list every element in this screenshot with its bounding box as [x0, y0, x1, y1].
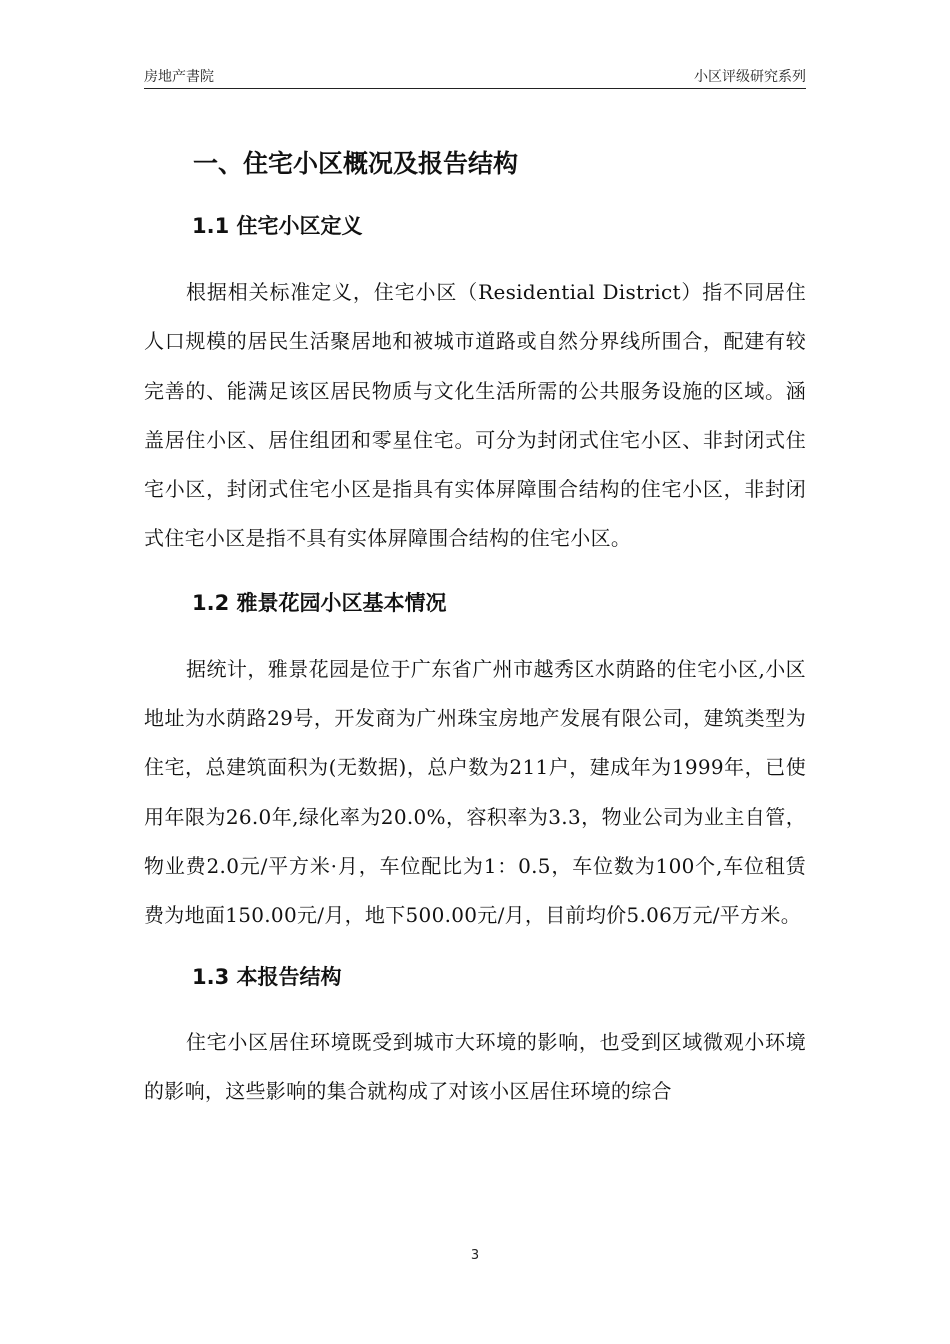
section-paragraph-1-3: 住宅小区居住环境既受到城市大环境的影响，也受到区域微观小环境的影响，这些影响的集合就构成了对该小区居住环境的综合: [144, 1029, 806, 1103]
chapter-title: 一、住宅小区概况及报告结构: [193, 149, 519, 178]
page-header: [144, 66, 806, 89]
section-title-1-3: 1.3 本报告结构: [192, 964, 342, 989]
page-content: [144, 140, 806, 1116]
section-title-1-1: 1.1 住宅小区定义: [192, 214, 363, 238]
header-publisher: 房地产書院: [144, 69, 214, 85]
section-paragraph-1-1: 根据相关标准定义，住宅小区（Residential District）指不同居住人口规模的居民生活聚居地和被城市道路或自然分界线所围合，配建有较完善的、能满足该区居民物质与文化生活所需的公共服务设施的区域。涵盖居住小区、居住组团和零星住宅。可分为封闭式住宅小区、非封闭式住宅小区，封闭式住宅小区是指具有实体屏障围合结构的住宅小区，非封闭式住宅小区是指不具有实体屏障围合结构的住宅小区。: [144, 280, 806, 551]
page-number: 3: [470, 1248, 480, 1263]
section-paragraph-1-2: 据统计，雅景花园是位于广东省广州市越秀区水荫路的住宅小区,小区地址为水荫路29号，开发商为广州珠宝房地产发展有限公司，建筑类型为住宅，总建筑面积为(无数据)，总户数为211户，建成年为1999年，已使用年限为26.0年,绿化率为20.0%，容积率为3.3，物业公司为业主自管，物业费2.0元/平方米·月，车位配比为1：0.5，车位数为100个,车位租赁费为地面150.00元/月，地下500.00元/月，目前均价5.06万元/平方米。: [144, 656, 806, 928]
section-title-1-2: 1.2 雅景花园小区基本情况: [192, 590, 447, 615]
header-series-title: 小区评级研究系列: [694, 69, 806, 85]
